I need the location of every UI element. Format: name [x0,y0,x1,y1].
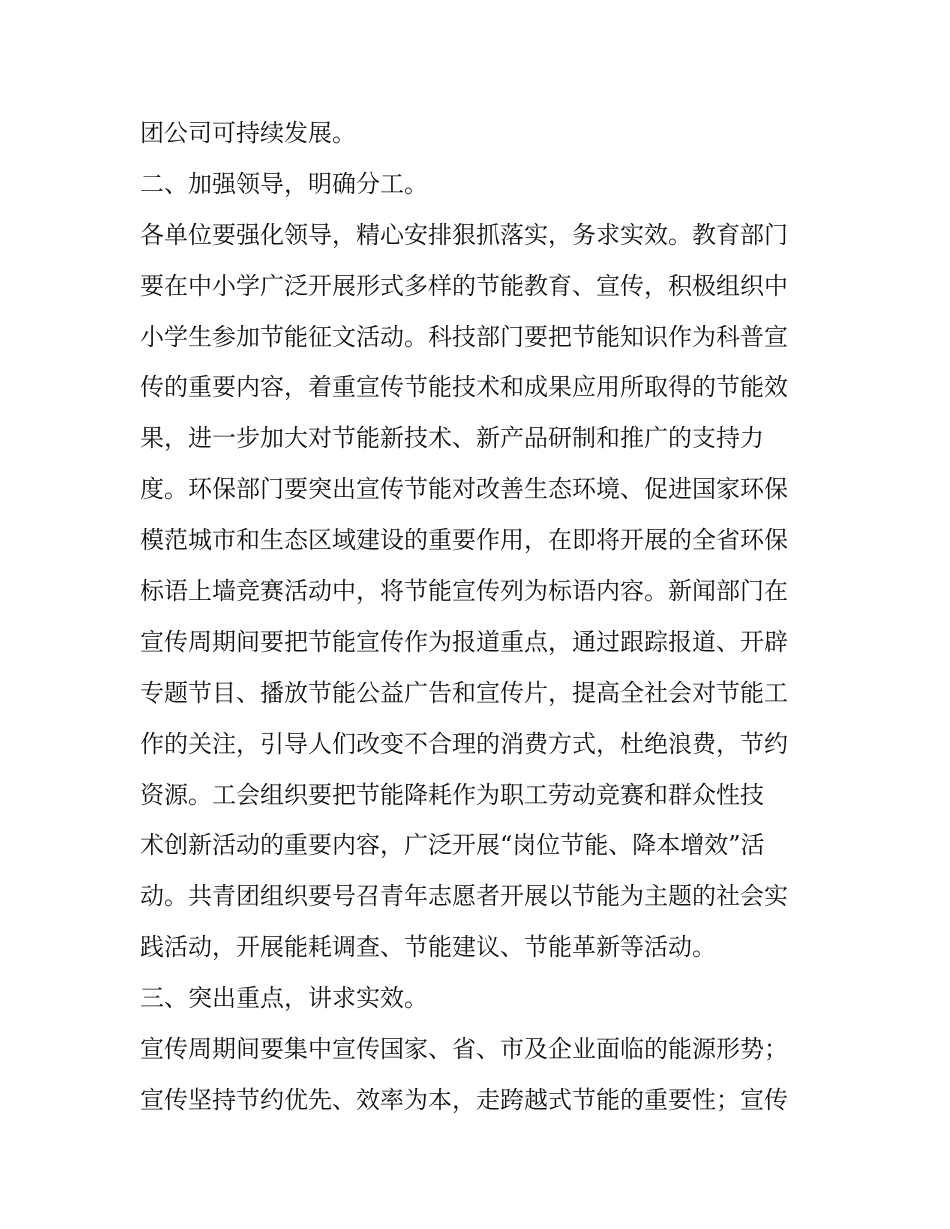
text-line: 标语上墙竞赛活动中，将节能宣传列为标语内容。新闻部门在 [140,577,788,606]
text-line: 传的重要内容，着重宣传节能技术和成果应用所取得的节能效 [140,373,788,402]
text-line: 模范城市和生态区域建设的重要作用，在即将开展的全省环保 [140,526,788,555]
text-line: 各单位要强化领导，精心安排狠抓落实，务求实效。教育部门 [140,220,788,249]
text-line: 果，进一步加大对节能新技术、新产品研制和推广的支持力 [140,424,764,453]
text-line: 宣传坚持节约优先、效率为本，走跨越式节能的重要性；宣传 [140,1085,788,1114]
text-line: 资源。工会组织要把节能降耗作为职工劳动竞赛和群众性技 [140,780,764,809]
text-line: 度。环保部门要突出宣传节能对改善生态环境、促进国家环保 [140,475,788,504]
text-line: 践活动，开展能耗调查、节能建议、节能革新等活动。 [140,933,716,962]
text-line: 宣传周期间要集中宣传国家、省、市及企业面临的能源形势； [140,1035,788,1064]
text-line: 作的关注，引导人们改变不合理的消费方式，杜绝浪费，节约 [140,729,788,758]
text-line: 团公司可持续发展。 [140,119,356,147]
body-text [140,108,820,1126]
section-heading: 三、突出重点，讲求实效。 [140,984,428,1013]
text-line: 宣传周期间要把节能宣传作为报道重点，通过跟踪报道、开辟 [140,627,788,656]
text-line: 术创新活动的重要内容，广泛开展“岗位节能、降本增效”活 [140,831,765,860]
section-heading: 二、加强领导，明确分工。 [140,169,428,198]
text-line: 专题节目、播放节能公益广告和宣传片，提高全社会对节能工 [140,678,788,707]
text-line: 动。共青团组织要号召青年志愿者开展以节能为主题的社会实 [140,882,788,911]
text-line: 要在中小学广泛开展形式多样的节能教育、宣传，积极组织中 [140,271,788,300]
text-line: 小学生参加节能征文活动。科技部门要把节能知识作为科普宣 [140,322,788,351]
